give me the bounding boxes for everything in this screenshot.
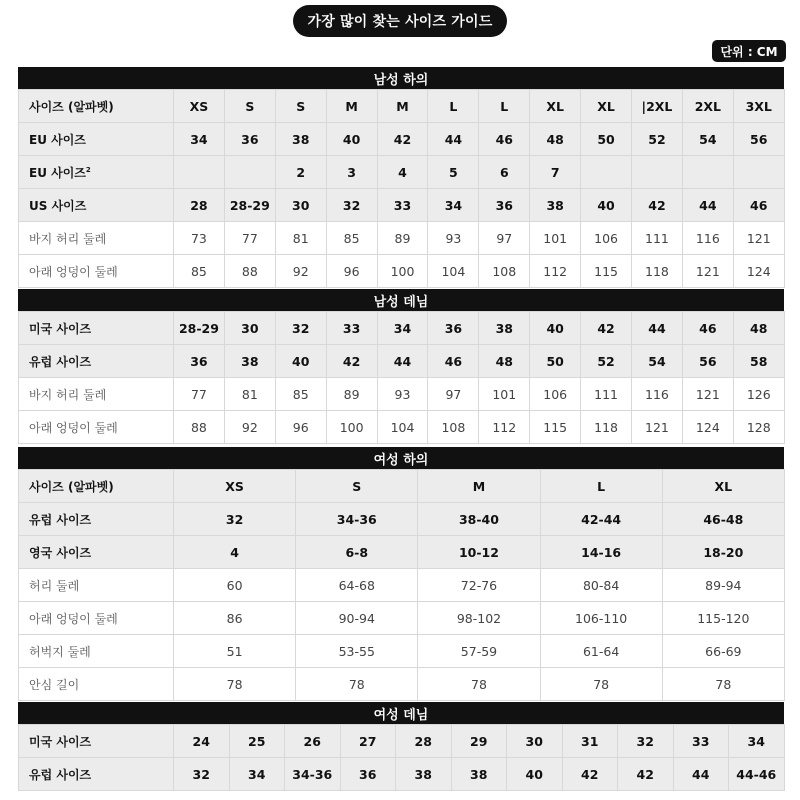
size-cell: 118: [581, 411, 632, 444]
size-cell: 92: [275, 255, 326, 288]
row-label-text: 바지 허리 둘레: [29, 231, 107, 246]
size-cell: 2: [275, 156, 326, 189]
size-cell: M: [326, 90, 377, 123]
size-cell: 86: [174, 602, 296, 635]
men-bottoms-row: [19, 222, 785, 255]
size-cell: 42: [632, 189, 683, 222]
size-cell: 115-120: [662, 602, 784, 635]
row-label: [19, 378, 174, 411]
size-cell: 6: [479, 156, 530, 189]
size-cell: 96: [326, 255, 377, 288]
size-cell: 108: [479, 255, 530, 288]
size-cell: 34: [174, 123, 225, 156]
size-cell: 78: [174, 668, 296, 701]
row-label: [19, 758, 174, 791]
size-cell: 30: [507, 725, 563, 758]
size-cell: 33: [377, 189, 428, 222]
size-cell: 40: [581, 189, 632, 222]
size-cell: 46: [479, 123, 530, 156]
size-cell: 93: [428, 222, 479, 255]
size-cell: 28: [396, 725, 452, 758]
size-cell: 78: [662, 668, 784, 701]
size-cell: 51: [174, 635, 296, 668]
size-cell: XS: [174, 90, 225, 123]
size-cell: 121: [682, 255, 733, 288]
row-label-text: 영국 사이즈: [29, 545, 92, 560]
size-cell: 126: [733, 378, 784, 411]
row-label-text: EU 사이즈: [29, 165, 86, 180]
size-cell: 38: [396, 758, 452, 791]
size-cell: 85: [275, 378, 326, 411]
women-denim-table: [18, 724, 785, 791]
size-cell: 106: [530, 378, 581, 411]
row-label-text: 유럽 사이즈: [29, 512, 92, 527]
men-bottoms-row: [19, 156, 785, 189]
size-cell: 38-40: [418, 503, 540, 536]
unit-badge: 단위 : CM: [712, 40, 786, 62]
size-cell: 52: [632, 123, 683, 156]
size-cell: 89-94: [662, 569, 784, 602]
size-cell: 4: [174, 536, 296, 569]
size-cell: 111: [581, 378, 632, 411]
size-cell: 28: [174, 189, 225, 222]
row-label-text: 안심 길이: [29, 677, 80, 692]
women-bottoms-row: [19, 602, 785, 635]
size-cell: [581, 156, 632, 189]
size-cell: 50: [581, 123, 632, 156]
size-cell: 2XL: [682, 90, 733, 123]
row-label-text: 바지 허리 둘레: [29, 387, 107, 402]
row-label-text: 사이즈 (알파벳): [29, 99, 114, 114]
size-cell: 121: [682, 378, 733, 411]
size-cell: 100: [377, 255, 428, 288]
size-cell: 97: [428, 378, 479, 411]
row-label-text: 사이즈 (알파벳): [29, 479, 114, 494]
size-cell: [174, 156, 225, 189]
men-bottoms-row: [19, 255, 785, 288]
women-bottoms-row: [19, 635, 785, 668]
women-bottoms-table: [18, 469, 785, 701]
row-label-text: US 사이즈: [29, 198, 87, 213]
men-denim-row: [19, 411, 785, 444]
size-cell: 30: [275, 189, 326, 222]
size-cell: 27: [340, 725, 396, 758]
size-cell: 46-48: [662, 503, 784, 536]
size-cell: 124: [682, 411, 733, 444]
size-cell: 36: [174, 345, 225, 378]
size-cell: 56: [682, 345, 733, 378]
row-label-text: 미국 사이즈: [29, 321, 92, 336]
size-cell: 31: [562, 725, 618, 758]
section-header-women-bottoms: 여성 하의: [18, 447, 784, 469]
size-cell: 46: [733, 189, 784, 222]
size-cell: 81: [275, 222, 326, 255]
size-cell: 48: [733, 312, 784, 345]
size-cell: 50: [530, 345, 581, 378]
size-cell: 97: [479, 222, 530, 255]
size-cell: 53-55: [296, 635, 418, 668]
size-cell: 18-20: [662, 536, 784, 569]
size-cell: [632, 156, 683, 189]
size-cell: XL: [581, 90, 632, 123]
row-label-text: 아래 엉덩이 둘레: [29, 420, 118, 435]
size-cell: 60: [174, 569, 296, 602]
row-label: [19, 536, 174, 569]
size-cell: 30: [224, 312, 275, 345]
size-cell: 36: [428, 312, 479, 345]
size-cell: M: [418, 470, 540, 503]
size-cell: 44: [673, 758, 729, 791]
size-cell: 98-102: [418, 602, 540, 635]
size-cell: 56: [733, 123, 784, 156]
men-denim-row: [19, 345, 785, 378]
size-cell: 34-36: [296, 503, 418, 536]
size-cell: 42: [562, 758, 618, 791]
row-label-text: 아래 엉덩이 둘레: [29, 264, 118, 279]
women-bottoms-row: [19, 536, 785, 569]
size-cell: 112: [479, 411, 530, 444]
row-label: [19, 156, 174, 189]
size-cell: 32: [174, 503, 296, 536]
size-cell: 10-12: [418, 536, 540, 569]
size-cell: 38: [275, 123, 326, 156]
size-cell: S: [224, 90, 275, 123]
size-cell: 42: [377, 123, 428, 156]
men-bottoms-row: [19, 189, 785, 222]
size-cell: 52: [581, 345, 632, 378]
size-cell: 85: [174, 255, 225, 288]
size-cell: 115: [530, 411, 581, 444]
row-label: [19, 345, 174, 378]
row-label: [19, 602, 174, 635]
size-cell: 38: [224, 345, 275, 378]
size-cell: 44: [377, 345, 428, 378]
size-cell: 54: [632, 345, 683, 378]
size-cell: 36: [224, 123, 275, 156]
row-label: [19, 123, 174, 156]
row-label-text: 아래 엉덩이 둘레: [29, 611, 118, 626]
size-cell: 5: [428, 156, 479, 189]
women-bottoms-row: [19, 668, 785, 701]
size-cell: 34: [229, 758, 285, 791]
women-bottoms-row: [19, 569, 785, 602]
size-cell: 44: [682, 189, 733, 222]
size-cell: 104: [428, 255, 479, 288]
size-cell: 3: [326, 156, 377, 189]
section-header-women-denim: 여성 데님: [18, 702, 784, 724]
size-cell: 34: [729, 725, 785, 758]
row-label-text: EU 사이즈: [29, 132, 86, 147]
size-cell: 64-68: [296, 569, 418, 602]
size-cell: 38: [451, 758, 507, 791]
size-cell: 92: [224, 411, 275, 444]
row-label: [19, 312, 174, 345]
size-cell: 46: [428, 345, 479, 378]
size-cell: 44-46: [729, 758, 785, 791]
row-label-text: 허리 둘레: [29, 578, 80, 593]
size-cell: 80-84: [540, 569, 662, 602]
size-cell: 106-110: [540, 602, 662, 635]
size-cell: 101: [530, 222, 581, 255]
size-cell: 66-69: [662, 635, 784, 668]
row-label: [19, 411, 174, 444]
size-cell: 48: [530, 123, 581, 156]
row-label-text: 유럽 사이즈: [29, 767, 92, 782]
size-cell: 42: [326, 345, 377, 378]
size-cell: 121: [733, 222, 784, 255]
size-cell: 93: [377, 378, 428, 411]
size-cell: L: [479, 90, 530, 123]
size-cell: 28-29: [224, 189, 275, 222]
size-cell: 85: [326, 222, 377, 255]
size-cell: 42-44: [540, 503, 662, 536]
size-cell: 108: [428, 411, 479, 444]
row-label-text: 미국 사이즈: [29, 734, 92, 749]
size-cell: 42: [618, 758, 674, 791]
size-cell: 33: [673, 725, 729, 758]
size-cell: 38: [479, 312, 530, 345]
row-label: [19, 189, 174, 222]
row-label-superscript: 2: [85, 165, 91, 174]
women-denim-row: [19, 758, 785, 791]
size-cell: 7: [530, 156, 581, 189]
women-bottoms-row: [19, 503, 785, 536]
size-cell: 78: [296, 668, 418, 701]
size-cell: 32: [174, 758, 230, 791]
size-cell: 72-76: [418, 569, 540, 602]
size-cell: 128: [733, 411, 784, 444]
size-cell: 78: [418, 668, 540, 701]
size-cell: 100: [326, 411, 377, 444]
row-label: [19, 222, 174, 255]
size-cell: 36: [479, 189, 530, 222]
row-label: [19, 90, 174, 123]
size-cell: 78: [540, 668, 662, 701]
row-label: [19, 503, 174, 536]
size-cell: 57-59: [418, 635, 540, 668]
size-cell: 33: [326, 312, 377, 345]
size-cell: 28-29: [174, 312, 225, 345]
size-cell: 38: [530, 189, 581, 222]
size-cell: 26: [285, 725, 341, 758]
women-bottoms-row: [19, 470, 785, 503]
men-bottoms-row: [19, 90, 785, 123]
size-cell: 88: [224, 255, 275, 288]
size-cell: [733, 156, 784, 189]
size-cell: 32: [618, 725, 674, 758]
size-cell: S: [296, 470, 418, 503]
men-denim-row: [19, 312, 785, 345]
size-cell: 4: [377, 156, 428, 189]
size-cell: 42: [581, 312, 632, 345]
men-bottoms-row: [19, 123, 785, 156]
row-label: [19, 470, 174, 503]
size-cell: 3XL: [733, 90, 784, 123]
size-cell: |2XL: [632, 90, 683, 123]
size-cell: 77: [174, 378, 225, 411]
size-cell: 54: [682, 123, 733, 156]
size-cell: 40: [326, 123, 377, 156]
section-header-men-denim: 남성 데님: [18, 289, 784, 311]
size-cell: 44: [632, 312, 683, 345]
men-bottoms-table: [18, 89, 785, 288]
size-cell: 115: [581, 255, 632, 288]
size-cell: L: [540, 470, 662, 503]
men-denim-row: [19, 378, 785, 411]
size-cell: XL: [662, 470, 784, 503]
size-cell: 101: [479, 378, 530, 411]
size-cell: 116: [632, 378, 683, 411]
size-cell: M: [377, 90, 428, 123]
size-cell: 58: [733, 345, 784, 378]
men-denim-table: [18, 311, 785, 444]
women-denim-row: [19, 725, 785, 758]
size-cell: 34: [428, 189, 479, 222]
size-cell: 111: [632, 222, 683, 255]
size-cell: 34: [377, 312, 428, 345]
section-header-men-bottoms: 남성 하의: [18, 67, 784, 89]
row-label-text: 유럽 사이즈: [29, 354, 92, 369]
size-cell: 34-36: [285, 758, 341, 791]
size-cell: 112: [530, 255, 581, 288]
size-cell: 36: [340, 758, 396, 791]
size-cell: 124: [733, 255, 784, 288]
row-label: [19, 255, 174, 288]
row-label-text: 허벅지 둘레: [29, 644, 91, 659]
size-cell: 121: [632, 411, 683, 444]
size-cell: 48: [479, 345, 530, 378]
size-cell: 29: [451, 725, 507, 758]
size-cell: 14-16: [540, 536, 662, 569]
page-title: 가장 많이 찾는 사이즈 가이드: [293, 5, 507, 37]
size-cell: 40: [530, 312, 581, 345]
size-cell: 61-64: [540, 635, 662, 668]
size-cell: 24: [174, 725, 230, 758]
size-cell: 40: [507, 758, 563, 791]
size-cell: 96: [275, 411, 326, 444]
size-cell: 104: [377, 411, 428, 444]
size-cell: 40: [275, 345, 326, 378]
size-cell: 77: [224, 222, 275, 255]
row-label: [19, 725, 174, 758]
size-cell: L: [428, 90, 479, 123]
size-cell: 44: [428, 123, 479, 156]
row-label: [19, 635, 174, 668]
size-cell: 6-8: [296, 536, 418, 569]
size-cell: 90-94: [296, 602, 418, 635]
size-cell: S: [275, 90, 326, 123]
size-cell: 32: [275, 312, 326, 345]
size-cell: [224, 156, 275, 189]
size-cell: 89: [377, 222, 428, 255]
size-cell: 25: [229, 725, 285, 758]
row-label: [19, 569, 174, 602]
row-label: [19, 668, 174, 701]
size-cell: [682, 156, 733, 189]
size-cell: XS: [174, 470, 296, 503]
size-cell: 81: [224, 378, 275, 411]
size-cell: 32: [326, 189, 377, 222]
size-cell: 118: [632, 255, 683, 288]
size-cell: 89: [326, 378, 377, 411]
size-cell: 88: [174, 411, 225, 444]
size-cell: 46: [682, 312, 733, 345]
size-cell: 116: [682, 222, 733, 255]
size-cell: 73: [174, 222, 225, 255]
size-cell: 106: [581, 222, 632, 255]
size-cell: XL: [530, 90, 581, 123]
